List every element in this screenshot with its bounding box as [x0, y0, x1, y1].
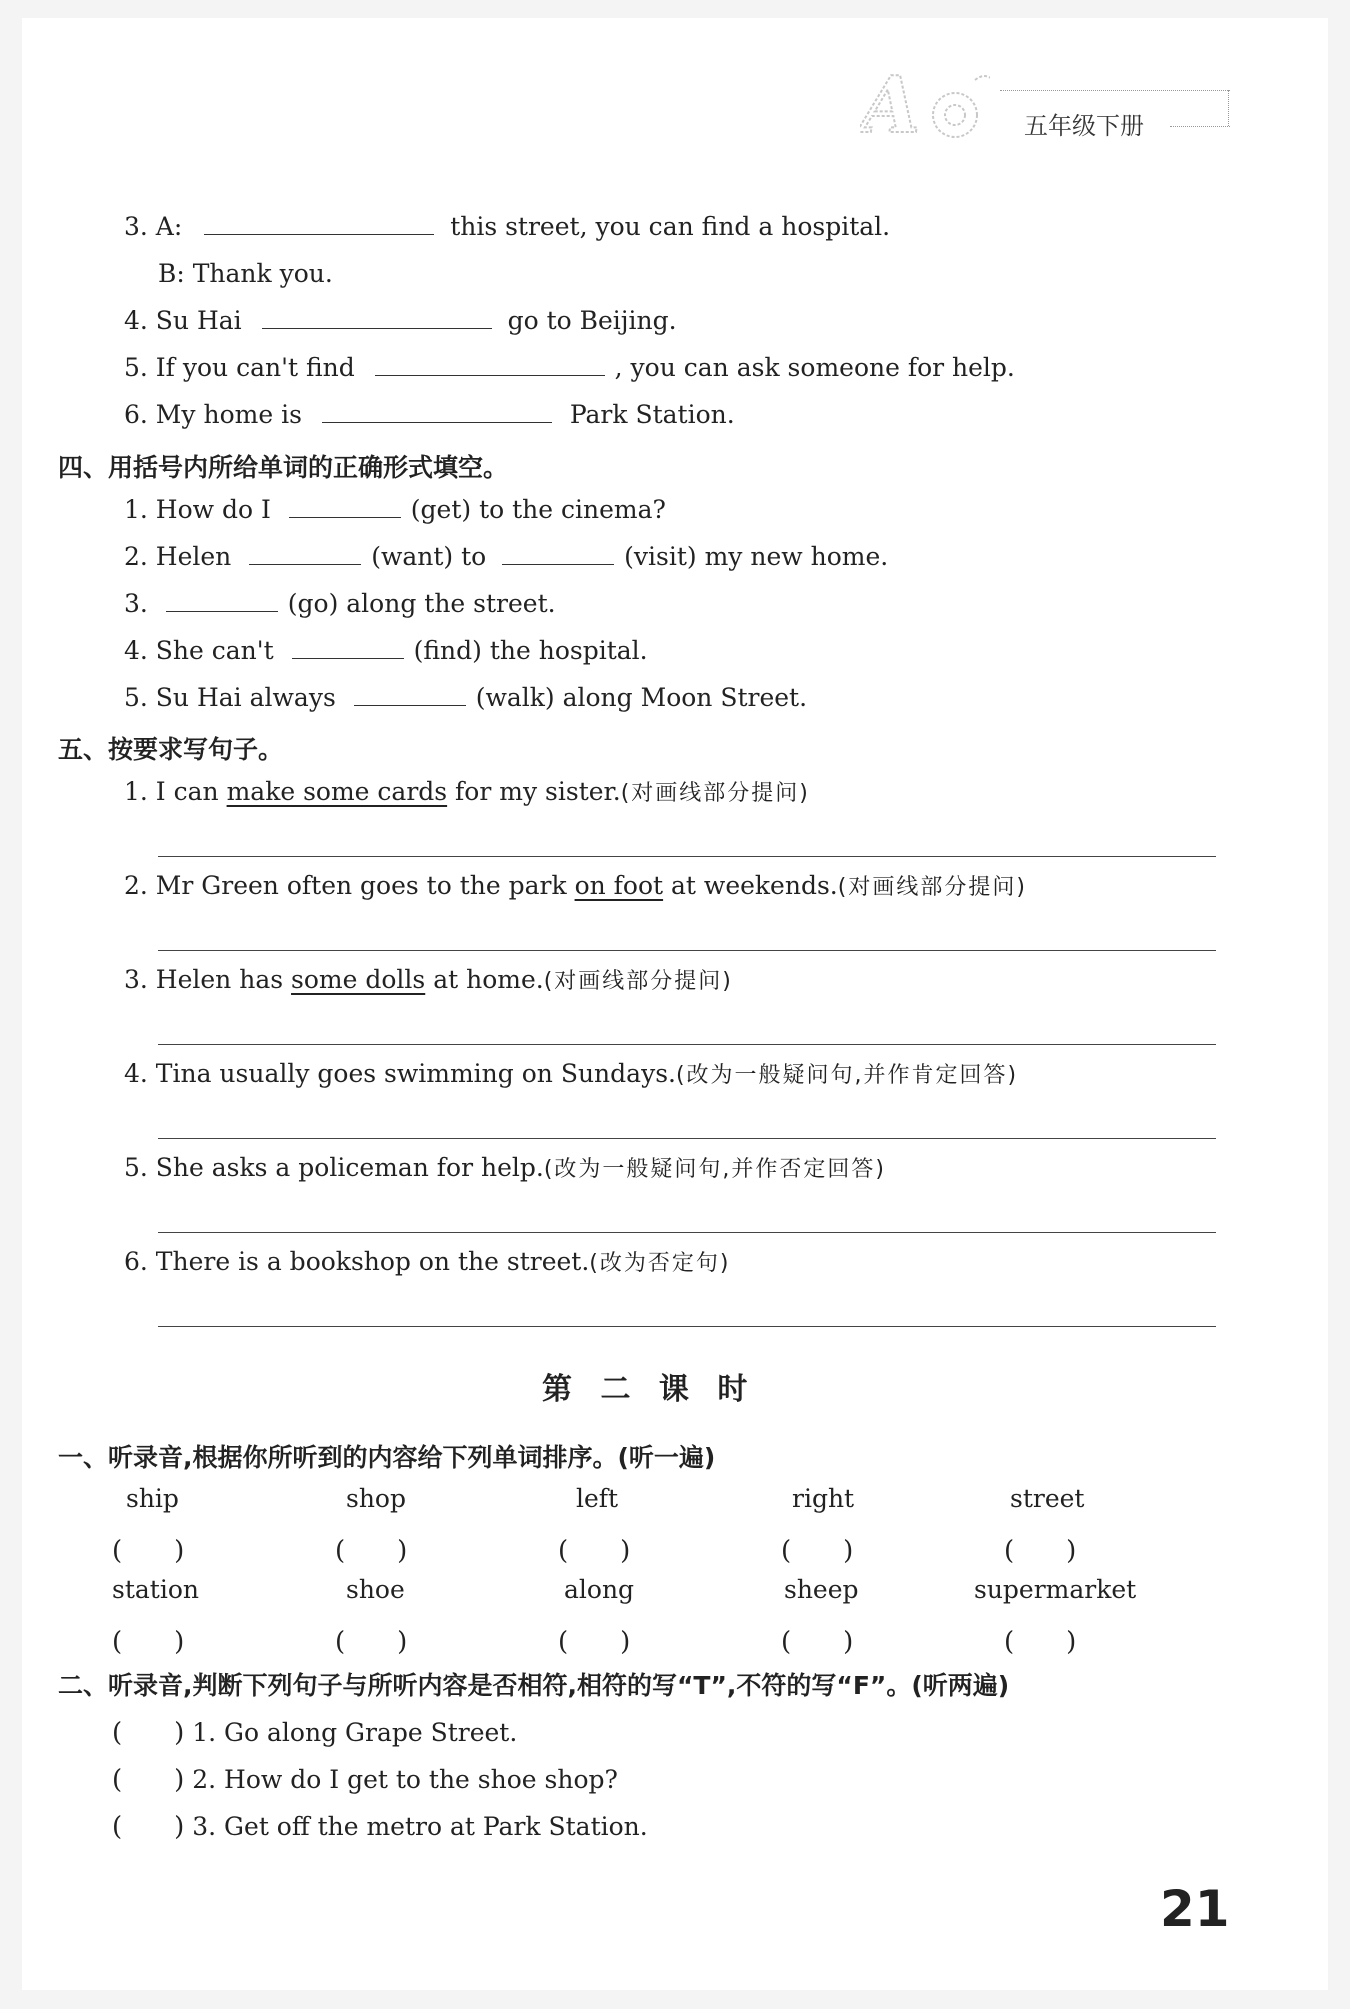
q4: 4. Su Hai go to Beijing.: [124, 306, 677, 335]
s5-q6-answer-line[interactable]: [158, 1326, 1216, 1327]
tf-box-1[interactable]: ( ): [112, 1718, 185, 1748]
s4-q4-blank[interactable]: [292, 636, 404, 659]
s4-q3-blank[interactable]: [166, 589, 278, 612]
word-1-5: street: [1010, 1484, 1085, 1513]
tf-2: ( ) 2. How do I get to the shoe shop?: [112, 1765, 618, 1795]
q3-a: 3. A: this street, you can find a hospital.: [124, 212, 891, 241]
s5-q4: 4. Tina usually goes swimming on Sundays.(改为一般疑问句,并作肯定回答): [124, 1059, 1019, 1088]
listen1-title: 一、听录音,根据你所听到的内容给下列单词排序。(听一遍): [58, 1443, 716, 1472]
s4-q1-blank[interactable]: [289, 495, 401, 518]
q4-blank[interactable]: [262, 306, 492, 329]
header-rule: [1000, 90, 1230, 91]
order-box-1-3[interactable]: ( ): [558, 1536, 631, 1566]
svg-text:A: A: [860, 60, 921, 145]
order-box-2-4[interactable]: ( ): [781, 1627, 854, 1657]
s4-q2-blank2[interactable]: [502, 542, 614, 565]
s5-q1-answer-line[interactable]: [158, 856, 1216, 857]
q6-blank[interactable]: [322, 400, 552, 423]
lesson-title: 第 二 课 时: [542, 1372, 748, 1407]
s4-q2-blank1[interactable]: [249, 542, 361, 565]
order-box-2-3[interactable]: ( ): [558, 1627, 631, 1657]
word-row-2: [0, 1575, 1350, 1655]
s5-q3: 3. Helen has some dolls at home.(对画线部分提问): [124, 965, 733, 994]
listen2-title: 二、听录音,判断下列句子与所听内容是否相符,相符的写“T”,不符的写“F”。(听两遍): [58, 1671, 1010, 1700]
q6: 6. My home is Park Station.: [124, 400, 735, 429]
s4-q3: 3. (go) along the street.: [124, 589, 556, 618]
sec4-title: 四、用括号内所给单词的正确形式填空。: [58, 453, 509, 482]
s5-q3-answer-line[interactable]: [158, 1044, 1216, 1045]
tf-1: ( ) 1. Go along Grape Street.: [112, 1718, 518, 1748]
tf-3: ( ) 3. Get off the metro at Park Station.: [112, 1812, 648, 1842]
q3-b: B: Thank you.: [158, 259, 333, 288]
s5-q6: 6. There is a bookshop on the street.(改为否定句): [124, 1247, 731, 1276]
word-1-4: right: [792, 1484, 855, 1513]
word-1-2: shop: [346, 1484, 406, 1513]
order-box-1-5[interactable]: ( ): [1004, 1536, 1077, 1566]
sec5-title: 五、按要求写句子。: [58, 735, 284, 764]
word-2-1: station: [112, 1575, 199, 1604]
s5-q1: 1. I can make some cards for my sister.(对画线部分提问): [124, 777, 810, 806]
order-box-1-4[interactable]: ( ): [781, 1536, 854, 1566]
s5-q4-answer-line[interactable]: [158, 1138, 1216, 1139]
word-1-3: left: [576, 1484, 619, 1513]
tf-box-3[interactable]: ( ): [112, 1812, 185, 1842]
q3-blank[interactable]: [204, 212, 434, 235]
logo-icon: [860, 60, 990, 145]
order-box-1-1[interactable]: ( ): [112, 1536, 185, 1566]
word-2-5: supermarket: [974, 1575, 1137, 1604]
word-2-2: shoe: [346, 1575, 405, 1604]
word-1-1: ship: [126, 1484, 179, 1513]
s4-q5-blank[interactable]: [354, 683, 466, 706]
s5-q2: 2. Mr Green often goes to the park on foot at weekends.(对画线部分提问): [124, 871, 1027, 900]
grade-label: 五年级下册: [1024, 112, 1144, 140]
tf-box-2[interactable]: ( ): [112, 1765, 185, 1795]
header-rule-2: [1170, 126, 1230, 127]
order-box-2-5[interactable]: ( ): [1004, 1627, 1077, 1657]
word-row-1: [0, 1484, 1350, 1564]
page-number: 21: [1160, 1880, 1230, 1938]
word-2-4: sheep: [784, 1575, 859, 1604]
s4-q2: 2. Helen (want) to (visit) my new home.: [124, 542, 889, 571]
q5: 5. If you can't find , you can ask someone for help.: [124, 353, 1015, 382]
s4-q5: 5. Su Hai always (walk) along Moon Street.: [124, 683, 808, 712]
word-2-3: along: [564, 1575, 635, 1604]
header-logo: [860, 60, 990, 145]
order-box-2-1[interactable]: ( ): [112, 1627, 185, 1657]
s4-q1: 1. How do I (get) to the cinema?: [124, 495, 666, 524]
s4-q4: 4. She can't (find) the hospital.: [124, 636, 648, 665]
order-box-2-2[interactable]: ( ): [335, 1627, 408, 1657]
header-rule-end: [1228, 90, 1229, 126]
order-box-1-2[interactable]: ( ): [335, 1536, 408, 1566]
s5-q2-answer-line[interactable]: [158, 950, 1216, 951]
s5-q5: 5. She asks a policeman for help.(改为一般疑问句,并作否定回答): [124, 1153, 886, 1182]
s5-q5-answer-line[interactable]: [158, 1232, 1216, 1233]
q5-blank[interactable]: [375, 353, 605, 376]
